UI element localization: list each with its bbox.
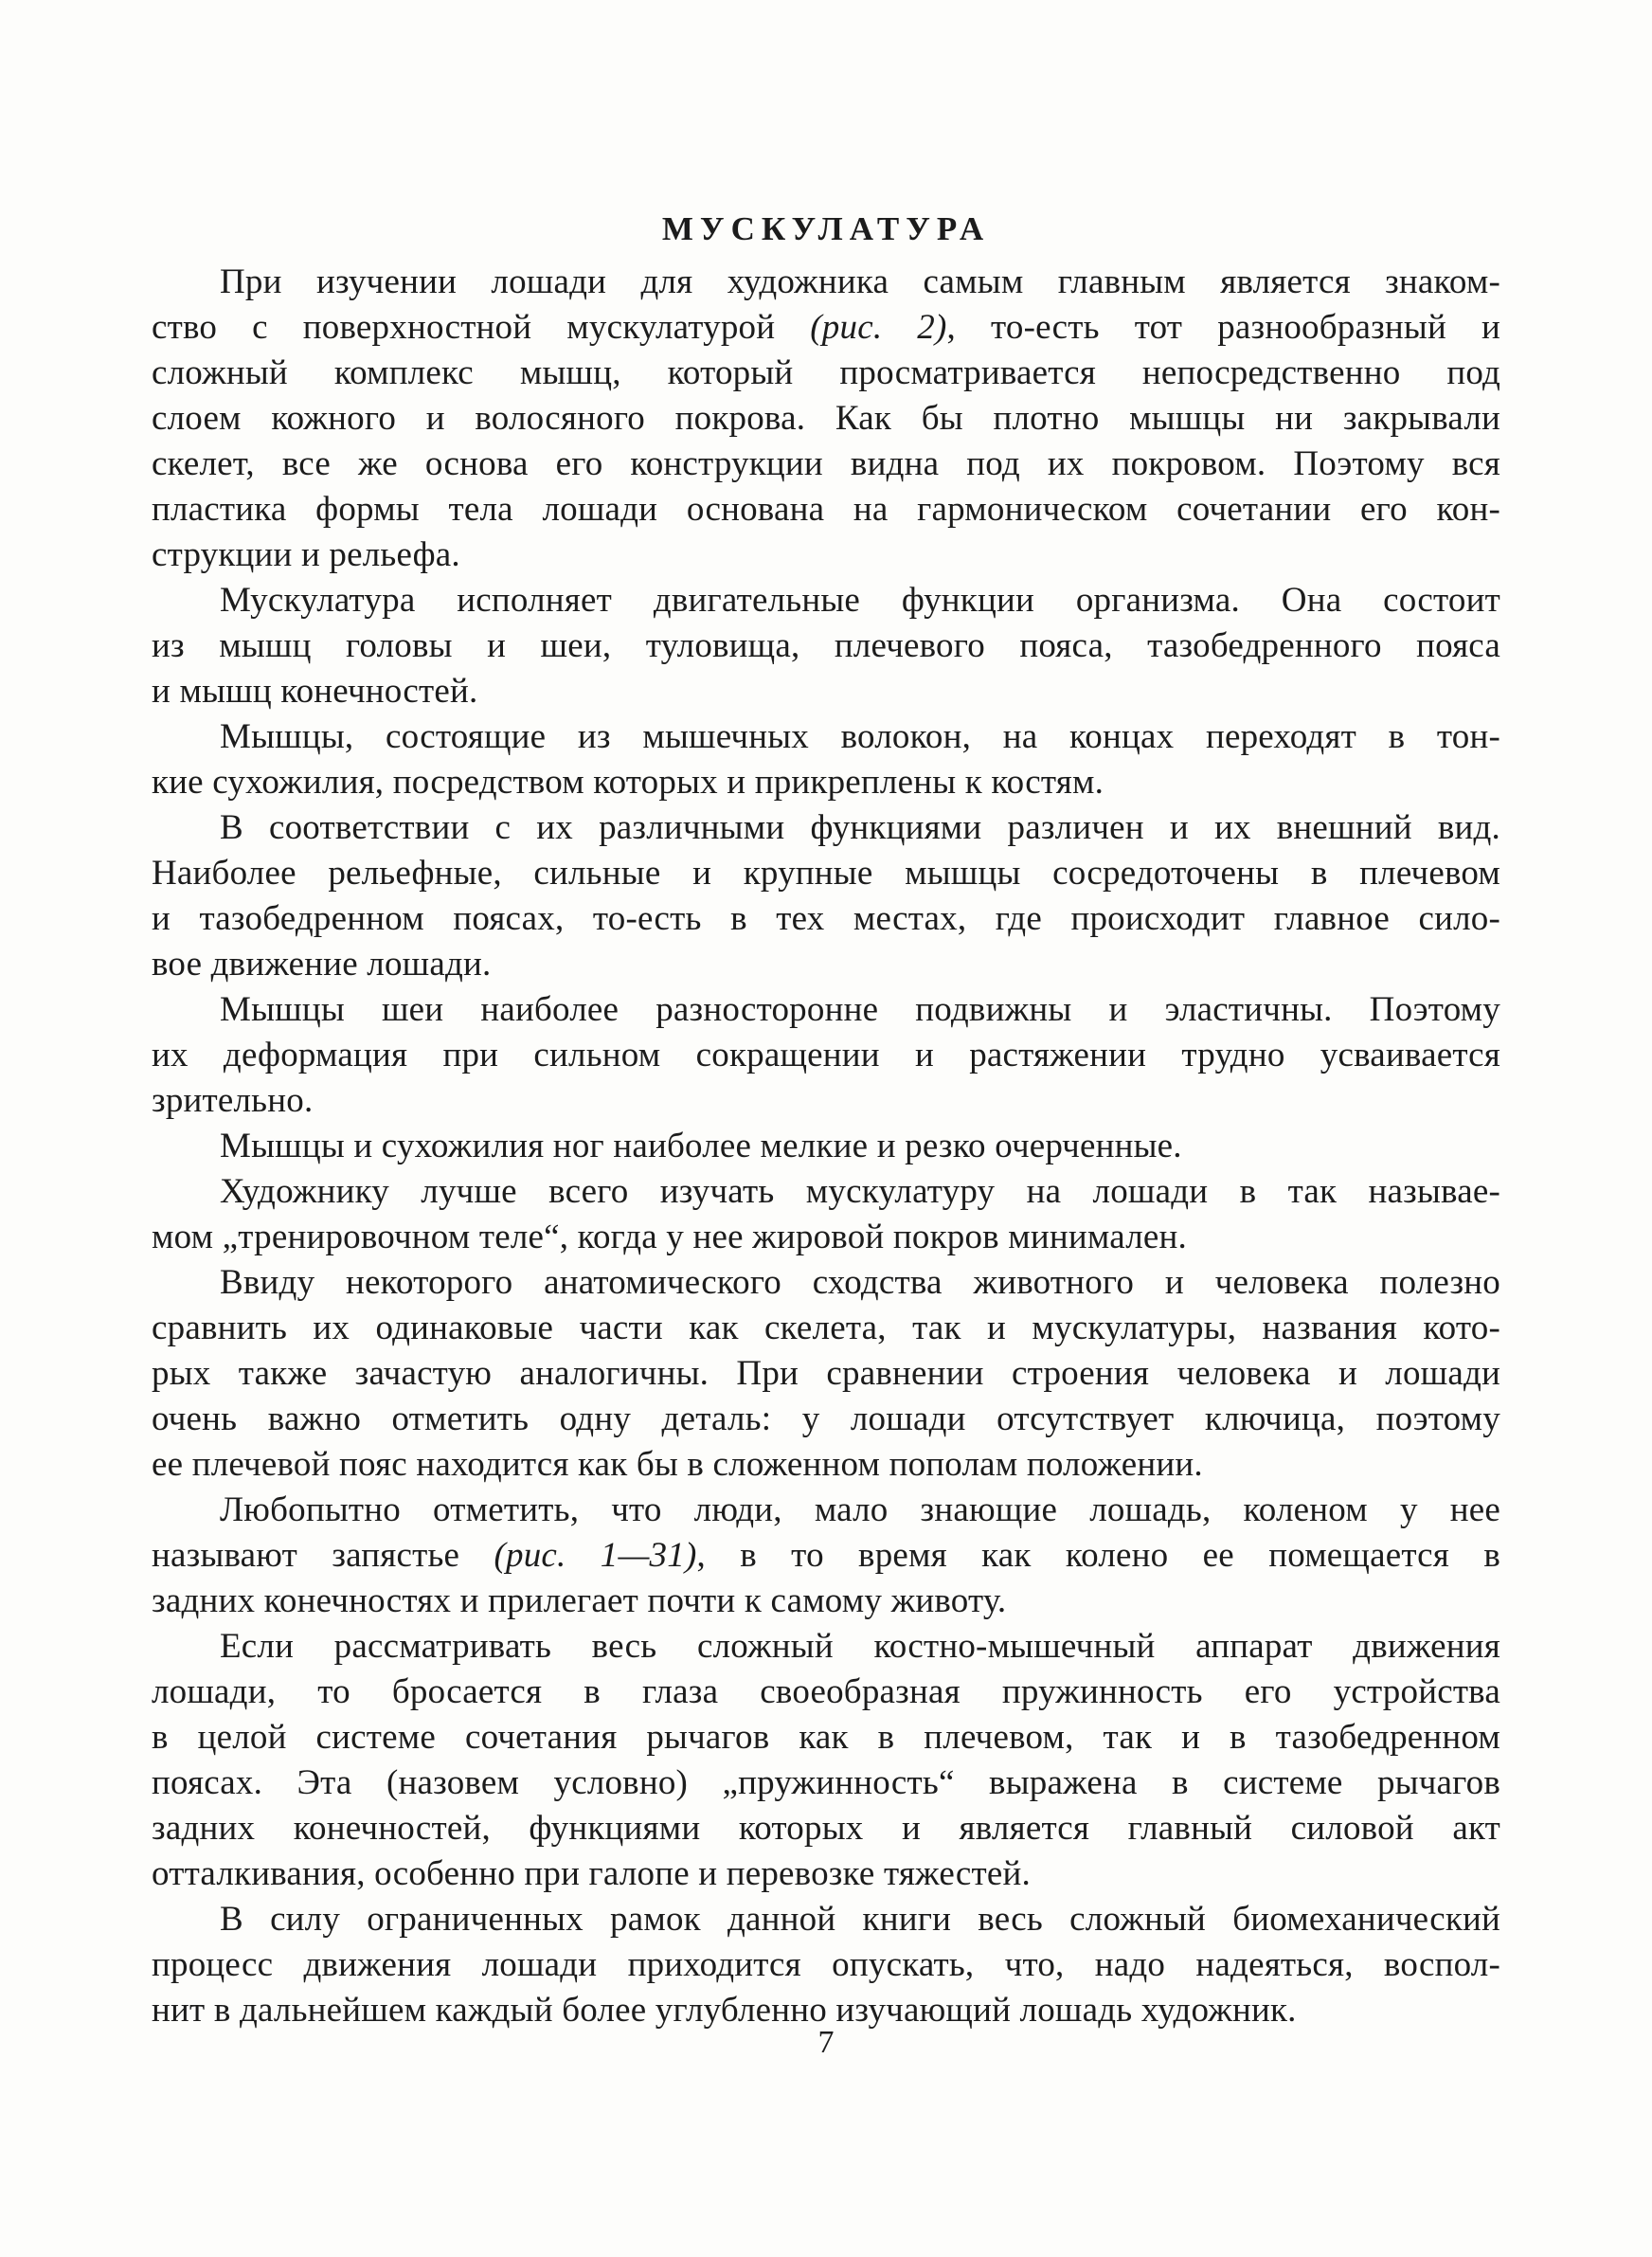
text-line xyxy=(152,578,1500,623)
text-line xyxy=(152,1715,1500,1760)
text-segment: слоем кожного и волосяного покрова. Как бы плотно мышцы ни закрывали xyxy=(152,399,1500,438)
text-segment: рых также зачастую аналогичны. При сравнении строения человека и лошади xyxy=(152,1354,1500,1393)
text-line xyxy=(152,1033,1500,1078)
text-segment: Мышцы и сухожилия ног наиболее мелкие и резко очерченные. xyxy=(220,1127,1182,1165)
text-line xyxy=(152,942,1500,987)
text-line xyxy=(152,1897,1500,1942)
text-segment: мом „тренировочном теле“, когда у нее жировой покров минимален. xyxy=(152,1218,1187,1256)
paragraph xyxy=(152,714,1500,805)
text-segment: отталкивания, особенно при галопе и перевозке тяжестей. xyxy=(152,1854,1031,1893)
text-line xyxy=(152,1260,1500,1306)
text-segment: В соответствии с их различными функциями различен и их внешний вид. xyxy=(220,808,1500,847)
text-segment: из мышц головы и шеи, туловища, плечевого пояса, тазобедренного пояса xyxy=(152,626,1500,665)
paragraph xyxy=(152,987,1500,1124)
text-line xyxy=(152,1442,1500,1488)
paragraph xyxy=(152,805,1500,987)
text-line xyxy=(152,805,1500,851)
text-segment: пластика формы тела лошади основана на гармоническом сочетании его кон- xyxy=(152,490,1500,529)
figure-reference: (рис. 2) xyxy=(810,308,947,347)
text-segment: струкции и рельефа. xyxy=(152,535,460,574)
text-line xyxy=(152,396,1500,442)
text-line xyxy=(152,623,1500,669)
text-line xyxy=(152,760,1500,805)
text-line xyxy=(152,1169,1500,1215)
text-segment: процесс движения лошади приходится опускать, что, надо надеяться, воспол- xyxy=(152,1945,1500,1984)
text-segment: и тазобедренном поясах, то-есть в тех местах, где происходит главное сило- xyxy=(152,899,1500,938)
text-segment: зрительно. xyxy=(152,1081,314,1120)
text-segment: Художнику лучше всего изучать мускулатуру на лошади в так называе- xyxy=(220,1172,1500,1211)
text-line xyxy=(152,1351,1500,1397)
text-segment: задних конечностях и прилегает почти к самому животу. xyxy=(152,1581,1007,1620)
text-segment: , то-есть тот разнообразный и xyxy=(946,308,1500,347)
text-segment: очень важно отметить одну деталь: у лошади отсутствует ключица, поэтому xyxy=(152,1399,1500,1438)
text-line xyxy=(152,1942,1500,1988)
page-number: 7 xyxy=(817,2025,835,2060)
text-line xyxy=(152,1215,1500,1260)
text-line xyxy=(152,987,1500,1033)
figure-reference: (рис. 1—31) xyxy=(494,1536,697,1575)
text-line xyxy=(152,533,1500,578)
text-line xyxy=(152,1533,1500,1579)
text-line xyxy=(152,1579,1500,1624)
text-segment: скелет, все же основа его конструкции видна под их покровом. Поэтому вся xyxy=(152,444,1500,483)
text-line xyxy=(152,487,1500,533)
text-line xyxy=(152,1306,1500,1351)
paragraph xyxy=(152,1624,1500,1897)
text-segment: Любопытно отметить, что люди, мало знающие лошадь, коленом у нее xyxy=(220,1490,1500,1529)
text-line xyxy=(152,1851,1500,1897)
text-line xyxy=(152,669,1500,714)
text-segment: сравнить их одинаковые части как скелета, так и мускулатуры, названия кото- xyxy=(152,1309,1500,1347)
paragraph xyxy=(152,260,1500,578)
text-segment: их деформация при сильном сокращении и растяжении трудно усваивается xyxy=(152,1036,1500,1074)
text-segment: называют запястье xyxy=(152,1536,494,1575)
text-line xyxy=(152,714,1500,760)
text-segment: в целой системе сочетания рычагов как в плечевом, так и в тазобедренном xyxy=(152,1718,1500,1757)
paragraph xyxy=(152,1124,1500,1169)
text-segment: Мускулатура исполняет двигательные функции организма. Она состоит xyxy=(220,581,1500,620)
text-line xyxy=(152,1397,1500,1442)
text-segment: Мышцы, состоящие из мышечных волокон, на концах переходят в тон- xyxy=(220,717,1500,756)
paragraph xyxy=(152,1169,1500,1260)
text-segment: лошади, то бросается в глаза своеобразная пружинность его устройства xyxy=(152,1672,1500,1711)
text-segment: кие сухожилия, посредством которых и прикреплены к костям. xyxy=(152,763,1104,802)
text-line xyxy=(152,305,1500,351)
text-line xyxy=(152,1806,1500,1851)
paragraph xyxy=(152,1488,1500,1624)
text-segment: Если рассматривать весь сложный костно-мышечный аппарат движения xyxy=(220,1627,1500,1666)
paragraph xyxy=(152,1260,1500,1488)
text-segment: нит в дальнейшем каждый более углубленно изучающий лошадь художник. xyxy=(152,1991,1297,2030)
text-segment: Мышцы шеи наиболее разносторонне подвижны и эластичны. Поэтому xyxy=(220,990,1500,1029)
text-segment: При изучении лошади для художника самым главным является знаком- xyxy=(220,262,1500,301)
text-line xyxy=(152,1124,1500,1169)
text-segment: поясах. Эта (назовем условно) „пружинность“ выражена в системе рычагов xyxy=(152,1763,1500,1802)
text-line xyxy=(152,851,1500,896)
paragraph xyxy=(152,1897,1500,2033)
paragraph xyxy=(152,578,1500,714)
text-segment: вое движение лошади. xyxy=(152,945,492,984)
text-segment: Наиболее рельефные, сильные и крупные мышцы сосредоточены в плечевом xyxy=(152,854,1500,893)
text-segment: , в то время как колено ее помещается в xyxy=(696,1536,1500,1575)
page-title: МУСКУЛАТУРА xyxy=(661,210,991,247)
text-line xyxy=(152,1488,1500,1533)
text-line xyxy=(152,1624,1500,1670)
text-line xyxy=(152,1760,1500,1806)
text-line xyxy=(152,442,1500,487)
body-text xyxy=(152,260,1500,2033)
text-segment: В силу ограниченных рамок данной книги весь сложный биомеханический xyxy=(220,1900,1500,1939)
text-line xyxy=(152,351,1500,396)
text-segment: сложный комплекс мышц, который просматривается непосредственно под xyxy=(152,353,1500,392)
text-line xyxy=(152,1670,1500,1715)
text-line xyxy=(152,1078,1500,1124)
text-line xyxy=(152,896,1500,942)
text-segment: ство с поверхностной мускулатурой xyxy=(152,308,811,347)
text-segment: задних конечностей, функциями которых и является главный силовой акт xyxy=(152,1809,1500,1848)
text-segment: ее плечевой пояс находится как бы в сложенном пополам положении. xyxy=(152,1445,1203,1484)
text-line xyxy=(152,260,1500,305)
text-segment: Ввиду некоторого анатомического сходства животного и человека полезно xyxy=(220,1263,1500,1302)
text-segment: и мышц конечностей. xyxy=(152,672,478,711)
